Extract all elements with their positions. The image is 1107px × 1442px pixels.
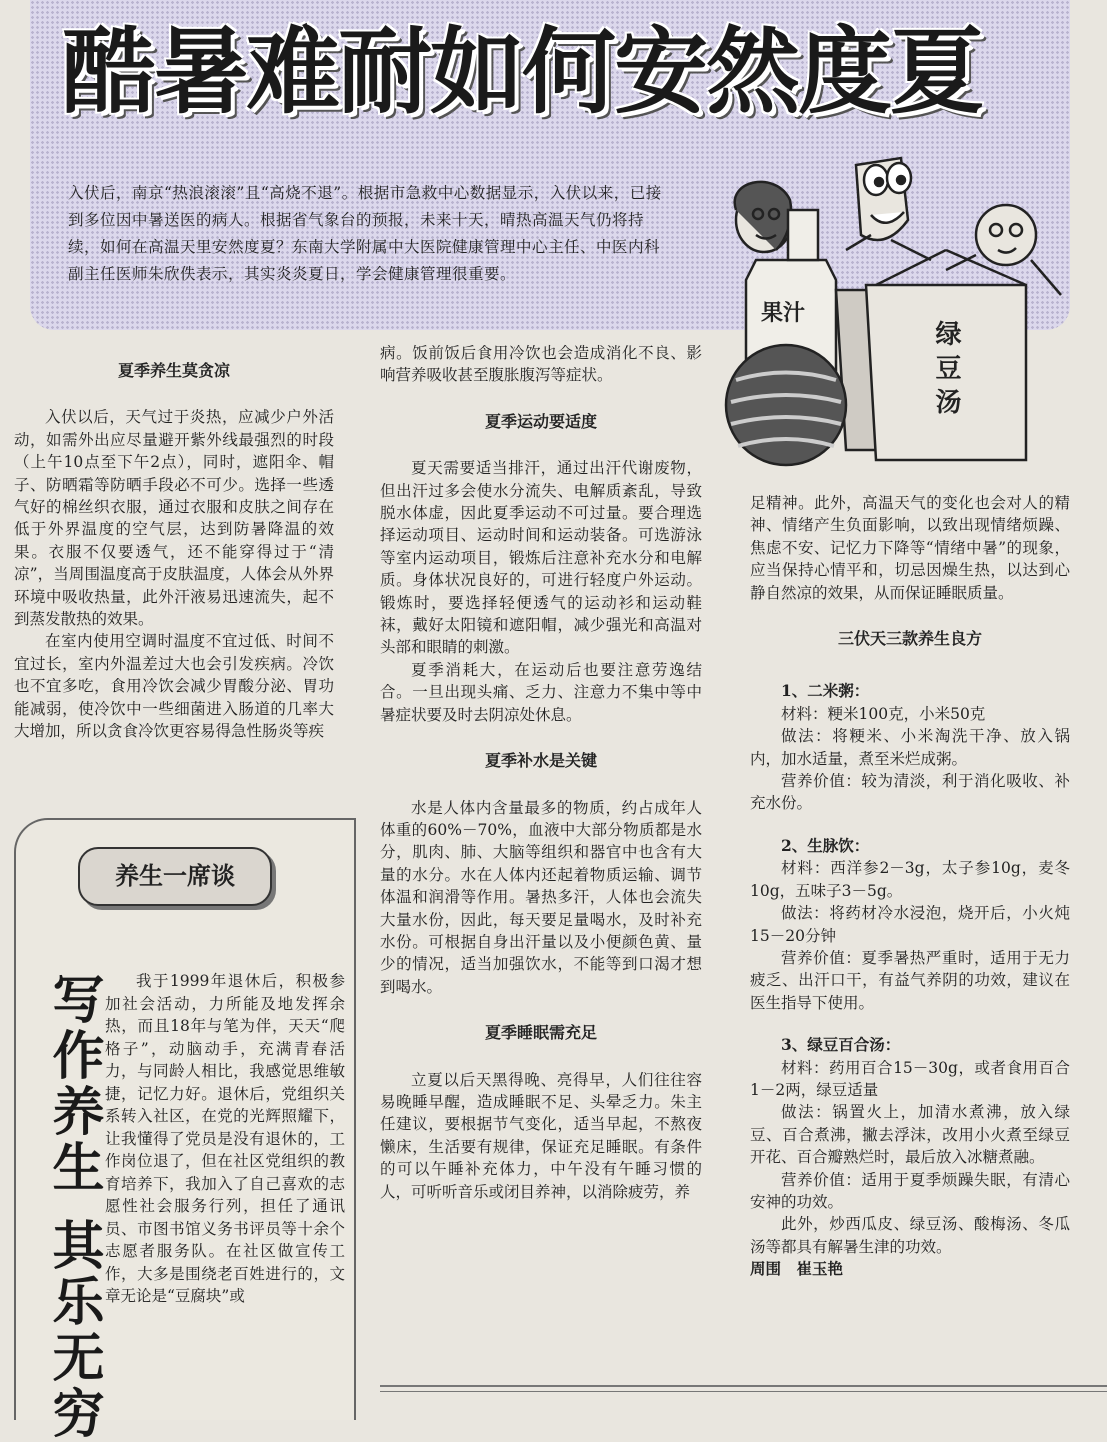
recipe-value: 营养价值：较为清淡，利于消化吸收、补充水份。	[750, 772, 1070, 813]
sidebar-title-part-1: 写作养生	[43, 972, 103, 1196]
juice-label: 果汁	[761, 301, 806, 326]
paragraph: 夏天需要适当排汗，通过出汗代谢废物，但出汗过多会使水分流失、电解质紊乱，导致脱水体虚，因此夏季运动不可过量。要合理选择运动项目、运动时间和运动装备。可选游泳等室内运动项目，锻炼后注意补充水分和电解质。身体状况良好的，可进行轻度户外运动。锻炼时，要选择轻便透气的运动衫和运动鞋袜，戴好太阳镜和遮阳帽，减少强光和高温对头部和眼睛的刺激。	[380, 459, 702, 657]
section-title: 夏季补水是关键	[484, 751, 597, 771]
sidebar-title-part-2: 其乐无穷	[43, 1218, 103, 1442]
recipe-method: 做法：将药材冷水浸泡，烧开后，小火炖15－20分钟	[750, 904, 1070, 945]
recipe-title: 2、生脉饮：	[781, 835, 870, 855]
recipe-method: 做法：将粳米、小米淘洗干净、放入锅内，加水适量，煮至米烂成粥。	[750, 727, 1070, 768]
paragraph-continued: 足精神。此外，高温天气的变化也会对人的精神、情绪产生负面影响，以致出现情绪烦躁、焦虑不安、记忆力下降等“情绪中暑”的现象，应当保持心情平和，切忌因燥生热，以达到心静自然凉的效果，从而保证睡眠质量。	[750, 494, 1070, 602]
recipe-value: 营养价值：夏季暑热严重时，适用于无力疲乏、出汗口干，有益气养阴的功效，建议在医生指导下使用。	[750, 948, 1070, 1012]
paragraph: 夏季消耗大，在运动后也要注意劳逸结合。一旦出现头痛、乏力、注意力不集中等中暑症状要及时去阴凉处休息。	[380, 660, 702, 724]
paragraph: 水是人体内含量最多的物质，约占成年人体重的60%－70%，血液中大部分物质都是水分，肌肉、肺、大脑等组织和器官中也含有大量的水分。水在人体内还起着物质运输、调节体温和润滑等作用。暑热多汗，人体也会流失大量水份，因此，每天要足量喝水，及时补充水份。可根据自身出汗量以及小便颜色黄、量少的情况，适当加强饮水，不能等到口渴才想到喝水。	[380, 798, 702, 996]
headline: 酷暑难耐如何安然度夏	[62, 18, 983, 127]
column-1	[14, 342, 334, 743]
bottom-rule	[380, 1385, 1107, 1392]
recipe-title: 3、绿豆百合汤：	[781, 1035, 901, 1055]
recipe-title: 1、二米粥：	[781, 681, 870, 701]
section-title: 三伏天三款养生良方	[837, 629, 982, 649]
intro-paragraph: 入伏后，南京“热浪滚滚”且“高烧不退”。根据市急救中心数据显示，入伏以来，已接到多位因中暑送医的病人。根据省气象台的预报，未来十天，晴热高温天气仍将持续，如何在高温天里安然度夏？东南大学附属中大医院健康管理中心主任、中医内科副主任医师朱欣佚表示，其实炎炎夏日，学会健康管理很重要。	[68, 184, 662, 283]
sidebar-box	[14, 818, 356, 1442]
recipe-method: 做法：锅置火上，加清水煮沸，放入绿豆、百合煮沸，撇去浮沫，改用小火煮至绿豆开花、百合瓣熟烂时，最后放入冰糖煮融。	[750, 1103, 1070, 1167]
paragraph: 入伏以后，天气过于炎热，应减少户外活动，如需外出应尽量避开紫外线最强烈的时段（上午10点至下午2点），同时，遮阳伞、帽子、防晒霜等防晒手段必不可少。选择一些透气好的棉丝织衣服，通过衣服和皮肤之间存在低于外界温度的空气层，达到防暑降温的效果。衣服不仅要透气，还不能穿得过于“清凉”，当周围温度高于皮肤温度，人体会从外界环境中吸收热量，此外汗液易迅速流失，起不到蒸发散热的效果。	[14, 408, 334, 629]
column-2	[380, 342, 702, 1203]
paragraph: 在室内使用空调时温度不宜过低、时间不宜过长，室内外温差过大也会引发疾病。冷饮也不宜多吃，食用冷饮会减少胃酸分泌、胃功能减弱，使冷饮中一些细菌进入肠道的几率大大增加，所以贪食冷饮更容易得急性肠炎等疾	[14, 632, 334, 741]
sidebar-text: 我于1999年退休后，积极参加社会活动，力所能及地发挥余热，而且18年与笔为伴，天天“爬格子”，动脑动手，充满青春活力，与同龄人相比，我感觉思维敏捷，记忆力好。退休后，党组织关系转入社区，在党的光辉照耀下，让我懂得了党员是没有退休的，工作岗位退了，但在社区党组织的教育培养下，我加入了自己喜欢的志愿性社会服务行列，担任了通讯员、市图书馆义务书评员等十余个志愿者服务队。在社区做宣传工作，大多是围绕老百姓进行的，文章无论是“豆腐块”或	[105, 972, 345, 1305]
recipe-material: 材料：粳米100克，小米50克	[781, 704, 986, 723]
column-3	[750, 492, 1070, 1281]
section-title: 夏季养生莫贪凉	[117, 361, 230, 380]
closing-paragraph: 此外，炒西瓜皮、绿豆汤、酸梅汤、冬瓜汤等都具有解暑生津的功效。	[750, 1215, 1070, 1256]
mung-soup-label: 绿豆汤	[931, 320, 961, 422]
recipe-value: 营养价值：适用于夏季烦躁失眠，有清心安神的功效。	[750, 1170, 1070, 1211]
recipe-material: 材料：西洋参2－3g，太子参10g，麦冬10g，五味子3－5g。	[750, 859, 1070, 900]
section-title: 夏季运动要适度	[484, 411, 597, 431]
paragraph-continued: 病。饭前饭后食用冷饮也会造成消化不良、影响营养吸收甚至腹胀腹泻等症状。	[380, 344, 702, 385]
summer-drinks-illustration	[716, 140, 1086, 490]
column-badge: 养生一席谈	[78, 847, 272, 906]
recipe-material: 材料：药用百合15－30g，或者食用百合1－2两，绿豆适量	[750, 1058, 1070, 1099]
section-title: 夏季睡眠需充足	[484, 1023, 597, 1043]
paragraph: 立夏以后天黑得晚、亮得早，人们往往容易晚睡早醒，造成睡眠不足、头晕乏力。朱主任建议，要根据节气变化，适当早起，不熬夜懒床，生活要有规律，保证充足睡眠。有条件的可以午睡补充体力，中午没有午睡习惯的人，可听听音乐或闭目养神，以消除疲劳，养	[380, 1070, 702, 1201]
sidebar-title	[36, 972, 104, 1442]
byline: 周围 崔玉艳	[750, 1259, 844, 1279]
